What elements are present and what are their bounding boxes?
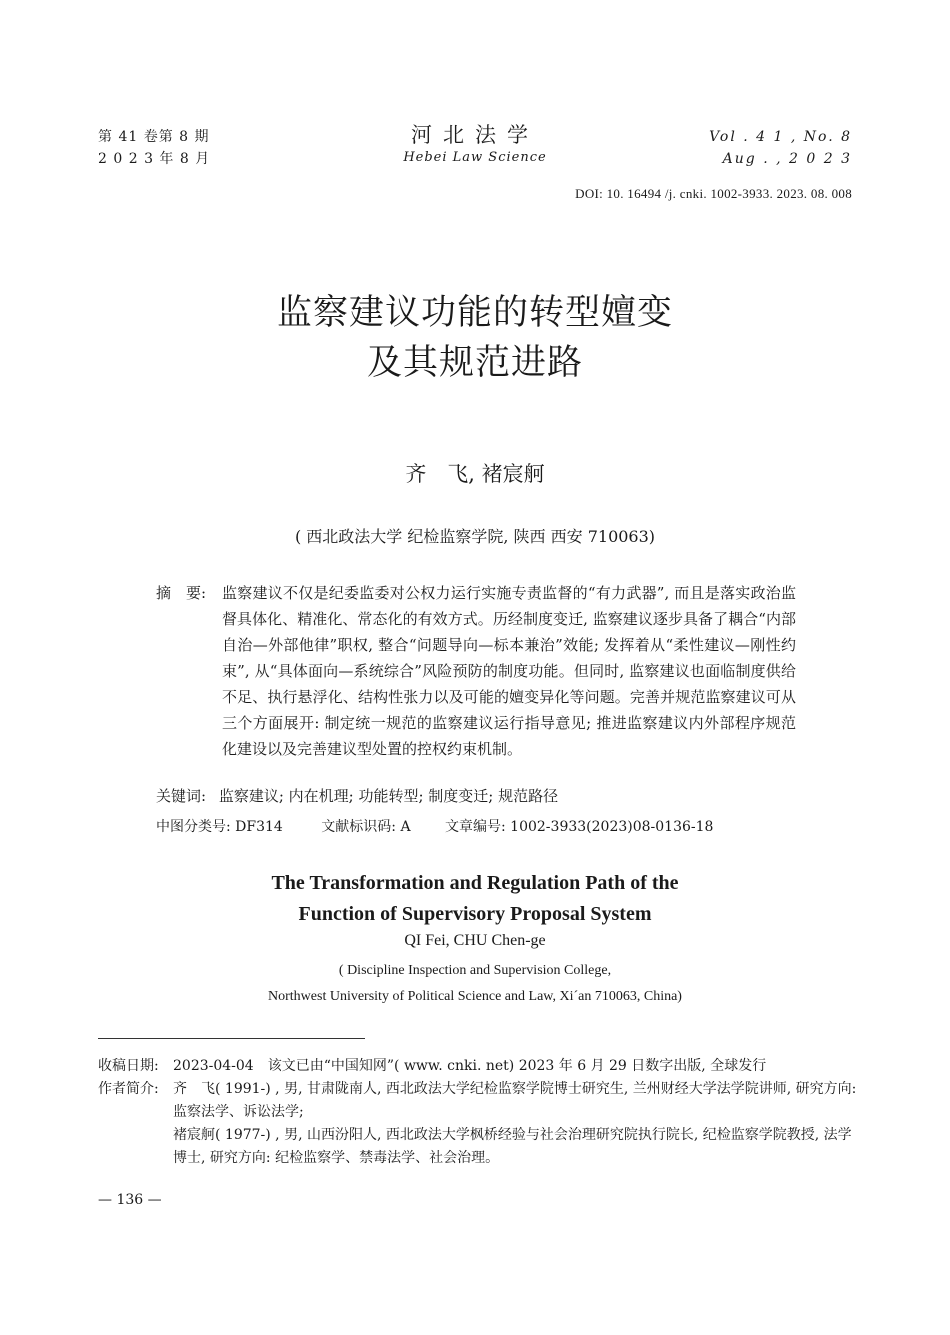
english-title <box>0 868 950 930</box>
document-code: 文献标识码: A <box>321 819 411 835</box>
clc-number: 中图分类号: DF314 <box>156 819 283 835</box>
article-number: 文章编号: 1002-3933(2023)08-0136-18 <box>445 819 714 835</box>
english-authors: QI Fei, CHU Chen-ge <box>404 932 546 949</box>
date-cn: 2 0 2 3 年 8 月 <box>98 151 211 167</box>
abstract <box>156 580 796 762</box>
journal-name-cn: 河北法学 <box>411 123 539 147</box>
bio-qi-fei: 齐 飞( 1991-) , 男, 甘肃陇南人, 西北政法大学纪检监察学院博士研究生, 兰州财经大学法学院讲师, 研究方向: 监察法学、诉讼法学; <box>173 1081 857 1120</box>
keywords <box>156 784 558 808</box>
volume-issue-cn: 第 41 卷第 8 期 <box>98 129 210 145</box>
journal-name-en: Hebei Law Science <box>403 150 547 165</box>
authors: 齐 飞, 褚宸舸 <box>405 462 545 486</box>
classification <box>156 815 713 839</box>
footnotes <box>98 1055 858 1170</box>
abstract-text: 监察建议不仅是纪委监委对公权力运行实施专责监督的“有力武器”, 而且是落实政治监督具体化、精准化、常态化的有效方式。历经制度变迁, 监察建议逐步具备了耦合“内部自治—外部他律”职权, 整合“问题导向—标本兼治”效能; 发挥着从“柔性建议—刚性约束”, 从“具体面向—系统综合”风险预防的制度功能。但同时, 监察建议也面临制度供给不足、执行悬浮化、结构性张力以及可能的嬗变异化等问题。完善并规范监察建议可从三个方面展开: 制定统一规范的监察建议运行指导意见; 推进监察建议内外部程序规范化建设以及完善建议型处置的控权约束机制。 <box>222 584 796 758</box>
header-right <box>709 126 852 170</box>
date-en: Aug . , 2 0 2 3 <box>722 151 852 167</box>
keywords-text: 监察建议; 内在机理; 功能转型; 制度变迁; 规范路径 <box>218 787 559 805</box>
received-label: 收稿日期: <box>98 1058 159 1074</box>
footnote-divider <box>98 1038 365 1039</box>
english-title-line-2: Function of Supervisory Proposal System <box>298 903 652 925</box>
article-title <box>0 288 950 388</box>
title-line-2: 及其规范进路 <box>366 343 583 383</box>
title-line-1: 监察建议功能的转型嬗变 <box>276 293 673 333</box>
english-affiliation-line-1: ( Discipline Inspection and Supervision College, <box>338 963 612 978</box>
received-text: 2023-04-04 该文已由“中国知网”( www. cnki. net) 2023 年 6 月 29 日数字出版, 全球发行 <box>173 1058 767 1074</box>
volume-issue-en: Vol . 4 1 , No. 8 <box>709 129 852 145</box>
affiliation: ( 西北政法大学 纪检监察学院, 陕西 西安 710063) <box>294 527 656 546</box>
keywords-label: 关键词: <box>156 787 207 805</box>
author-bio-note <box>98 1078 858 1170</box>
english-title-line-1: The Transformation and Regulation Path of the <box>271 872 679 894</box>
bio-chu-chenge: 褚宸舸( 1977-) , 男, 山西汾阳人, 西北政法大学枫桥经验与社会治理研究院执行院长, 纪检监察学院教授, 法学博士, 研究方向: 纪检监察学、禁毒法学、社会治理。 <box>173 1127 852 1166</box>
abstract-label: 摘 要: <box>156 584 207 602</box>
page-number: — 136 — <box>98 1192 162 1208</box>
english-affiliation <box>0 958 950 1010</box>
bio-label: 作者简介: <box>98 1081 159 1097</box>
received-date-note <box>98 1055 858 1078</box>
doi[interactable]: DOI: 10. 16494 /j. cnki. 1002-3933. 2023. 08. 008 <box>575 186 852 201</box>
english-affiliation-line-2: Northwest University of Political Science and Law, Xi´an 710063, China) <box>268 989 682 1004</box>
